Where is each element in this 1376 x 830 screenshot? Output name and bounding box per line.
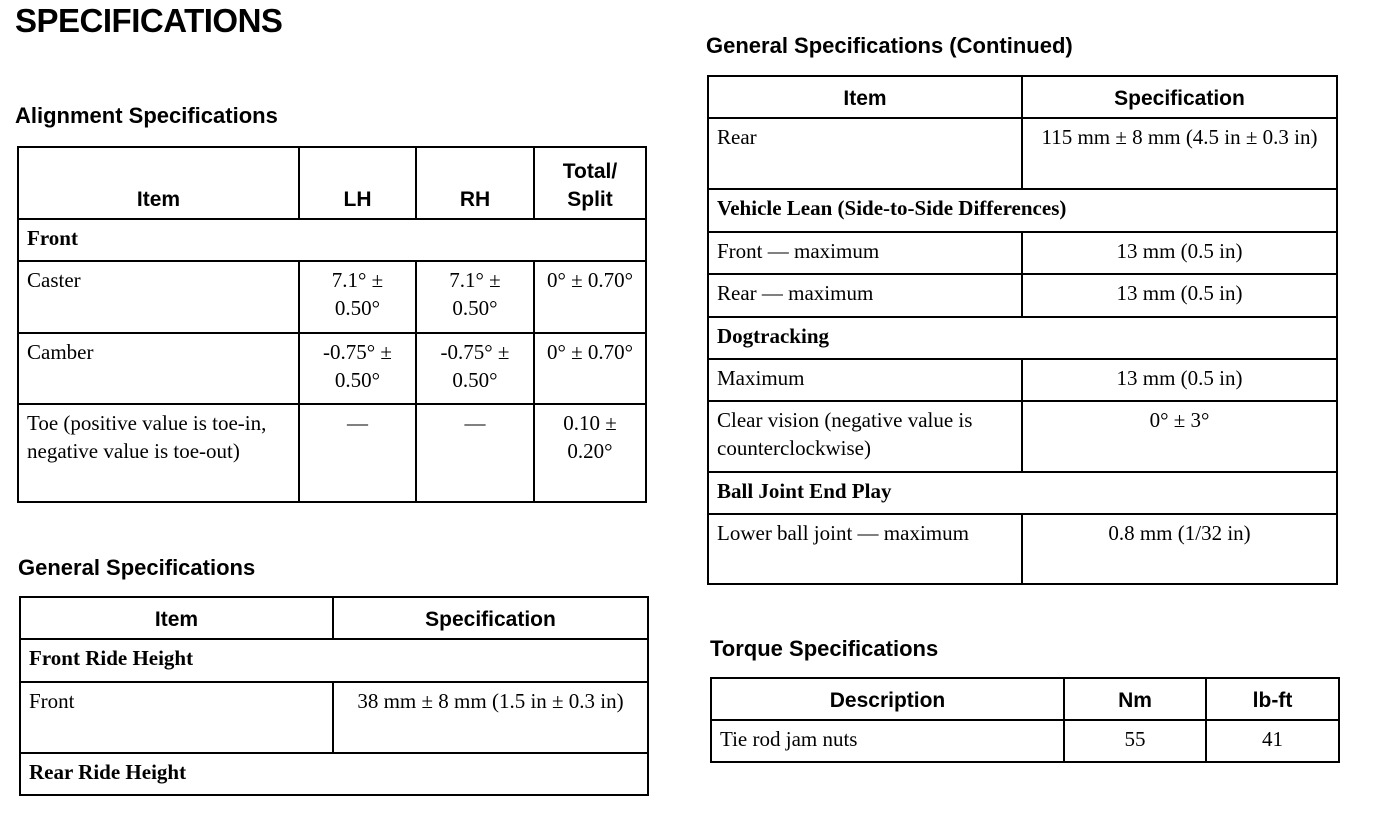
table-row [711, 720, 1339, 762]
section-ball-joint-end-play: Ball Joint End Play [708, 472, 1337, 514]
header-item: Item [18, 147, 299, 219]
lb-ft-cell: 41 [1206, 720, 1339, 762]
header-lb-ft: lb-ft [1206, 678, 1339, 720]
item-cell: Front [20, 682, 333, 753]
table-row [708, 274, 1337, 317]
section-front: Front [18, 219, 646, 261]
spec-cell: 0° ± 3° [1022, 401, 1337, 472]
page-title: SPECIFICATIONS [15, 2, 283, 39]
header-description: Description [711, 678, 1064, 720]
table-row [20, 682, 648, 753]
total-cell: 0° ± 0.70° [534, 333, 646, 404]
general-continued-header-row [708, 76, 1337, 118]
item-cell: Front — maximum [708, 232, 1022, 274]
section-row [708, 317, 1337, 359]
item-cell: Toe (positive value is toe-in, negative value is toe-out) [18, 404, 299, 502]
total-cell: 0° ± 0.70° [534, 261, 646, 333]
section-row [20, 753, 648, 795]
section-row [18, 219, 646, 261]
header-item: Item [708, 76, 1022, 118]
alignment-table [17, 146, 647, 503]
header-rh: RH [416, 147, 534, 219]
header-item: Item [20, 597, 333, 639]
spec-cell: 13 mm (0.5 in) [1022, 232, 1337, 274]
header-specification: Specification [333, 597, 648, 639]
spec-cell: 0.8 mm (1/32 in) [1022, 514, 1337, 584]
description-cell: Tie rod jam nuts [711, 720, 1064, 762]
table-row [708, 118, 1337, 189]
table-row [708, 401, 1337, 472]
general-continued-heading: General Specifications (Continued) [706, 33, 1073, 58]
spec-cell: 115 mm ± 8 mm (4.5 in ± 0.3 in) [1022, 118, 1337, 189]
general-table [19, 596, 649, 796]
header-lh: LH [299, 147, 416, 219]
torque-header-row [711, 678, 1339, 720]
section-row [708, 189, 1337, 232]
table-row [18, 404, 646, 502]
rh-cell: — [416, 404, 534, 502]
alignment-header-row [18, 147, 646, 219]
table-row [708, 359, 1337, 401]
section-rear-ride-height: Rear Ride Height [20, 753, 648, 795]
item-cell: Camber [18, 333, 299, 404]
section-row [20, 639, 648, 682]
section-row [708, 472, 1337, 514]
lh-cell: 7.1° ± 0.50° [299, 261, 416, 333]
total-cell: 0.10 ± 0.20° [534, 404, 646, 502]
nm-cell: 55 [1064, 720, 1206, 762]
lh-cell: — [299, 404, 416, 502]
item-cell: Rear [708, 118, 1022, 189]
spec-cell: 13 mm (0.5 in) [1022, 274, 1337, 317]
item-cell: Lower ball joint — maximum [708, 514, 1022, 584]
item-cell: Maximum [708, 359, 1022, 401]
item-cell: Clear vision (negative value is counterclockwise) [708, 401, 1022, 472]
header-total-split: Total/ Split [534, 147, 646, 219]
table-row [18, 261, 646, 333]
rh-cell: 7.1° ± 0.50° [416, 261, 534, 333]
table-row [708, 514, 1337, 584]
item-cell: Rear — maximum [708, 274, 1022, 317]
rh-cell: -0.75° ± 0.50° [416, 333, 534, 404]
torque-table [710, 677, 1340, 763]
header-nm: Nm [1064, 678, 1206, 720]
section-vehicle-lean: Vehicle Lean (Side-to-Side Differences) [708, 189, 1337, 232]
table-row [18, 333, 646, 404]
spec-cell: 38 mm ± 8 mm (1.5 in ± 0.3 in) [333, 682, 648, 753]
header-specification: Specification [1022, 76, 1337, 118]
torque-heading: Torque Specifications [710, 636, 939, 661]
section-front-ride-height: Front Ride Height [20, 639, 648, 682]
lh-cell: -0.75° ± 0.50° [299, 333, 416, 404]
item-cell: Caster [18, 261, 299, 333]
general-heading: General Specifications [18, 555, 256, 580]
general-continued-table [707, 75, 1338, 585]
alignment-heading: Alignment Specifications [15, 103, 278, 128]
spec-cell: 13 mm (0.5 in) [1022, 359, 1337, 401]
section-dogtracking: Dogtracking [708, 317, 1337, 359]
general-header-row [20, 597, 648, 639]
table-row [708, 232, 1337, 274]
